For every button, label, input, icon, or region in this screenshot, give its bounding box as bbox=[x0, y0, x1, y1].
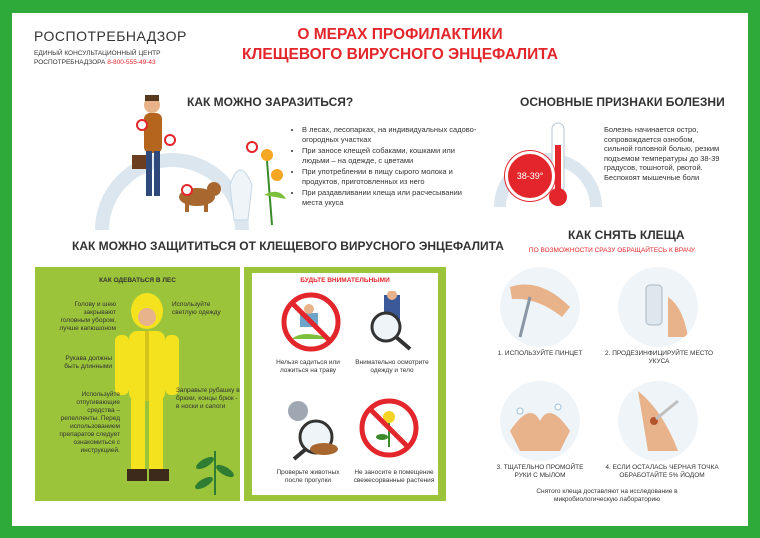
infection-heading: КАК МОЖНО ЗАРАЗИТЬСЯ? bbox=[187, 95, 354, 109]
iodine-icon bbox=[618, 381, 698, 461]
infection-item: • При раздавливании клеща или расчесывании места укуса bbox=[302, 188, 482, 207]
no-flowers-icon bbox=[358, 397, 420, 459]
step3-image bbox=[500, 381, 580, 461]
careful-pets-caption: Проверьте животных после прогулки bbox=[276, 469, 340, 484]
step4-image bbox=[618, 381, 698, 461]
tweezers-icon bbox=[500, 267, 580, 347]
hotline-info bbox=[34, 49, 160, 67]
step2-image bbox=[618, 267, 698, 347]
careful-inspect-caption: Внимательно осмотрите одежду и тело bbox=[355, 359, 429, 374]
step1-caption: 1. ИСПОЛЬЗУЙТЕ ПИНЦЕТ bbox=[497, 350, 583, 357]
no-sitting-icon bbox=[280, 291, 342, 353]
careful-sit-caption: Нельзя садиться или ложиться на траву bbox=[276, 359, 340, 374]
poster bbox=[12, 13, 748, 526]
infection-item: • При употреблении в пищу сырого молока и продуктов, приготовленных из него bbox=[302, 167, 482, 186]
title-line2: КЛЕЩЕВОГО ВИРУСНОГО ЭНЦЕФАЛИТА bbox=[242, 46, 558, 63]
title-line1: О МЕРАХ ПРОФИЛАКТИКИ bbox=[297, 26, 503, 43]
careful-plants-caption: Не заносите в помещение свежесорванные растения bbox=[353, 469, 435, 484]
temperature-value: 38-39° bbox=[516, 171, 544, 181]
pet-check-icon bbox=[280, 397, 342, 463]
hotline-line2: РОСПОТРЕБНАДЗОРА bbox=[34, 59, 106, 66]
symptoms-heading: ОСНОВНЫЕ ПРИЗНАКИ БОЛЕЗНИ bbox=[520, 95, 725, 109]
step4-caption: 4. ЕСЛИ ОСТАЛАСЬ ЧЕРНАЯ ТОЧКА ОБРАБОТАЙТЕ 5% ЙОДОМ bbox=[605, 464, 719, 479]
step1-image bbox=[500, 267, 580, 347]
step3-caption: 3. ТЩАТЕЛЬНО ПРОМОЙТЕ РУКИ С МЫЛОМ bbox=[496, 464, 584, 479]
dress-tuck-note: Заправьте рубашку в брюки, концы брюк - в носки и сапоги bbox=[176, 387, 240, 410]
brand-name: РОСПОТРЕБНАДЗОР bbox=[34, 28, 187, 44]
infection-list bbox=[292, 125, 482, 209]
dress-repellent-note: Используйте отпугивающие средства – репелленты. Перед использованием препаратов следует ознакомиться с инструкцией. bbox=[59, 391, 120, 454]
temperature-badge bbox=[505, 151, 555, 201]
remove-subheading: ПО ВОЗМОЖНОСТИ СРАЗУ ОБРАЩАЙТЕСЬ К ВРАЧУ bbox=[528, 247, 696, 254]
dress-title: КАК ОДЕВАТЬСЯ В ЛЕС bbox=[99, 277, 176, 284]
grass-icon bbox=[190, 443, 240, 495]
careful-title: БУДЬТЕ ВНИМАТЕЛЬНЫМИ bbox=[300, 277, 390, 284]
remove-footer: Снятого клеща доставляют на исследование в микробиологическую лабораторию bbox=[536, 488, 678, 503]
protect-heading: КАК МОЖНО ЗАЩИТИТЬСЯ ОТ КЛЕЩЕВОГО ВИРУСНОГО ЭНЦЕФАЛИТА bbox=[72, 239, 504, 253]
dress-head-note: Голову и шею закрывают головным убором, лучше капюшоном bbox=[59, 301, 116, 332]
remove-heading: КАК СНЯТЬ КЛЕЩА bbox=[568, 228, 685, 242]
wash-hands-icon bbox=[500, 381, 580, 461]
dress-sleeves-note: Рукава должны быть длинными bbox=[64, 355, 112, 370]
hotline-phone: 8-800-555-49-43 bbox=[107, 59, 156, 66]
hotline-line2-row bbox=[34, 58, 160, 67]
step2-caption: 2. ПРОДЕЗИНФИЦИРУЙТЕ МЕСТО УКУСА bbox=[604, 350, 714, 365]
dress-color-note: Используйте светлую одежду bbox=[172, 301, 221, 316]
infection-item: • При заносе клещей собаками, кошками или людьми – на одежде, с цветами bbox=[302, 146, 482, 165]
hotline-line1: ЕДИНЫЙ КОНСУЛЬТАЦИОННЫЙ ЦЕНТР bbox=[34, 50, 161, 57]
page-title bbox=[230, 25, 570, 65]
infection-item: • В лесах, лесопарках, на индивидуальных садово-огородных участках bbox=[302, 125, 482, 144]
symptoms-text: Болезнь начинается остро, сопровождается ознобом, сильной головной болью, резким подъемом температуры до 38-39 градусов, тошнотой, рвотой. Беспокоят мышечные боли bbox=[604, 125, 720, 182]
disinfect-spray-icon bbox=[618, 267, 698, 347]
inspect-magnifier-icon bbox=[358, 291, 420, 353]
